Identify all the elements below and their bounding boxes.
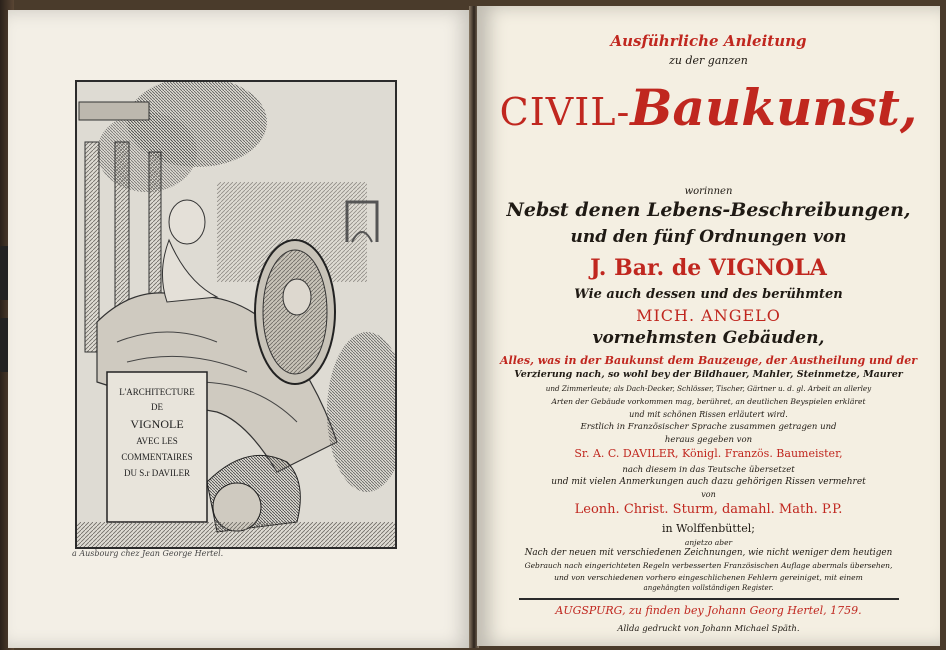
title-line-fuenf-ordnungen: und den fünf Ordnungen von — [570, 227, 847, 247]
main-title — [477, 78, 940, 158]
title-line-heraus-gegeben: heraus gegeben von — [664, 435, 753, 445]
main-title-baukunst: Baukunst, — [630, 78, 918, 137]
plinth-line-1: L'ARCHITECTURE — [119, 387, 195, 397]
title-line-nach-der-neuen: Nach der neuen mit verschiedenen Zeichnungen, wie nicht weniger dem heutigen — [524, 548, 893, 558]
title-line-gebrauch: Gebrauch nach eingerichteten Regeln verbesserten Französischen Auflage abermals übersehen, — [524, 561, 893, 570]
title-line-erstlich: Erstlich in Französischer Sprache zusammen getragen und — [580, 422, 837, 432]
title-line-vermehret: und mit vielen Anmerkungen auch dazu gehörigen Rissen vermehret — [551, 477, 866, 487]
plinth-line-5: COMMENTAIRES — [121, 452, 193, 462]
title-line-alles: Alles, was in der Baukunst dem Bauzeuge, der Austheilung und der — [500, 354, 917, 367]
frontispiece-engraving — [75, 80, 397, 549]
plinth-line-4: AVEC LES — [136, 436, 178, 446]
title-line-wie-auch: Wie auch dessen und des berühmten — [574, 287, 843, 302]
plinth-line-6: DU S.r DAVILER — [123, 468, 191, 478]
plinth-line-3: VIGNOLE — [130, 417, 184, 431]
title-line-von: von — [701, 490, 716, 499]
title-line-arten: Arten der Gebäude vorkommen mag, berühret, an deutlichen Beyspielen erkläret — [551, 397, 866, 406]
title-line-zu-der-ganzen: zu der ganzen — [669, 54, 748, 67]
imprint-line: AUGSPURG, zu finden bey Johann Georg Hertel, 1759. — [555, 604, 862, 617]
title-line-verzierung: Verzierung nach, so wohl bey der Bildhauer, Mahler, Steinmetze, Maurer — [514, 369, 903, 380]
main-title-civil: CIVIL- — [499, 90, 631, 134]
plinth-line-2: DE — [151, 402, 163, 412]
title-line-fehlern: und von verschiedenen vorhero eingeschlichenen Fehlern gereiniget, mit einem — [554, 573, 863, 582]
title-line-vignola: J. Bar. de VIGNOLA — [590, 255, 827, 281]
ground — [77, 522, 395, 547]
title-line-lebens-beschreibungen: Nebst denen Lebens-Beschreibungen, — [506, 199, 911, 221]
title-page-text — [477, 6, 940, 646]
figure-head — [169, 200, 205, 244]
printer-line: Allda gedruckt von Johann Michael Späth. — [617, 624, 800, 634]
title-line-uebersetzet: nach diesem in das Teutsche übersetzet — [622, 465, 795, 475]
title-line-sturm: Leonh. Christ. Sturm, damahl. Math. P.P. — [574, 502, 843, 517]
title-line-zimmerleute: und Zimmerleute; als Dach-Decker, Schlösser, Tischer, Gärtner u. d. gl. Arbeit an allerley — [545, 384, 872, 393]
engraver-caption: a Ausbourg chez Jean George Hertel. — [72, 549, 224, 558]
title-line-wolffenbuettel: in Wolffenbüttel; — [662, 522, 755, 535]
title-line-erlaeutert: und mit schönen Rissen erläutert wird. — [629, 410, 788, 419]
engraving-illustration — [77, 82, 395, 547]
title-line-mich-angelo: MICH. ANGELO — [636, 306, 781, 325]
ornamental-rule — [519, 598, 899, 600]
title-line-vornehmsten: vornehmsten Gebäuden, — [592, 328, 825, 348]
column-left — [85, 142, 99, 352]
title-line-worinnen: worinnen — [684, 186, 733, 197]
title-line-daviler: Sr. A. C. DAVILER, Königl. Französ. Baumeister, — [574, 447, 843, 460]
title-line-register: angehängten vollständigen Register. — [643, 584, 774, 592]
title-line-anjetzo: anjetzo aber — [684, 538, 733, 547]
title-line-anleitung: Ausführliche Anleitung — [610, 32, 807, 50]
